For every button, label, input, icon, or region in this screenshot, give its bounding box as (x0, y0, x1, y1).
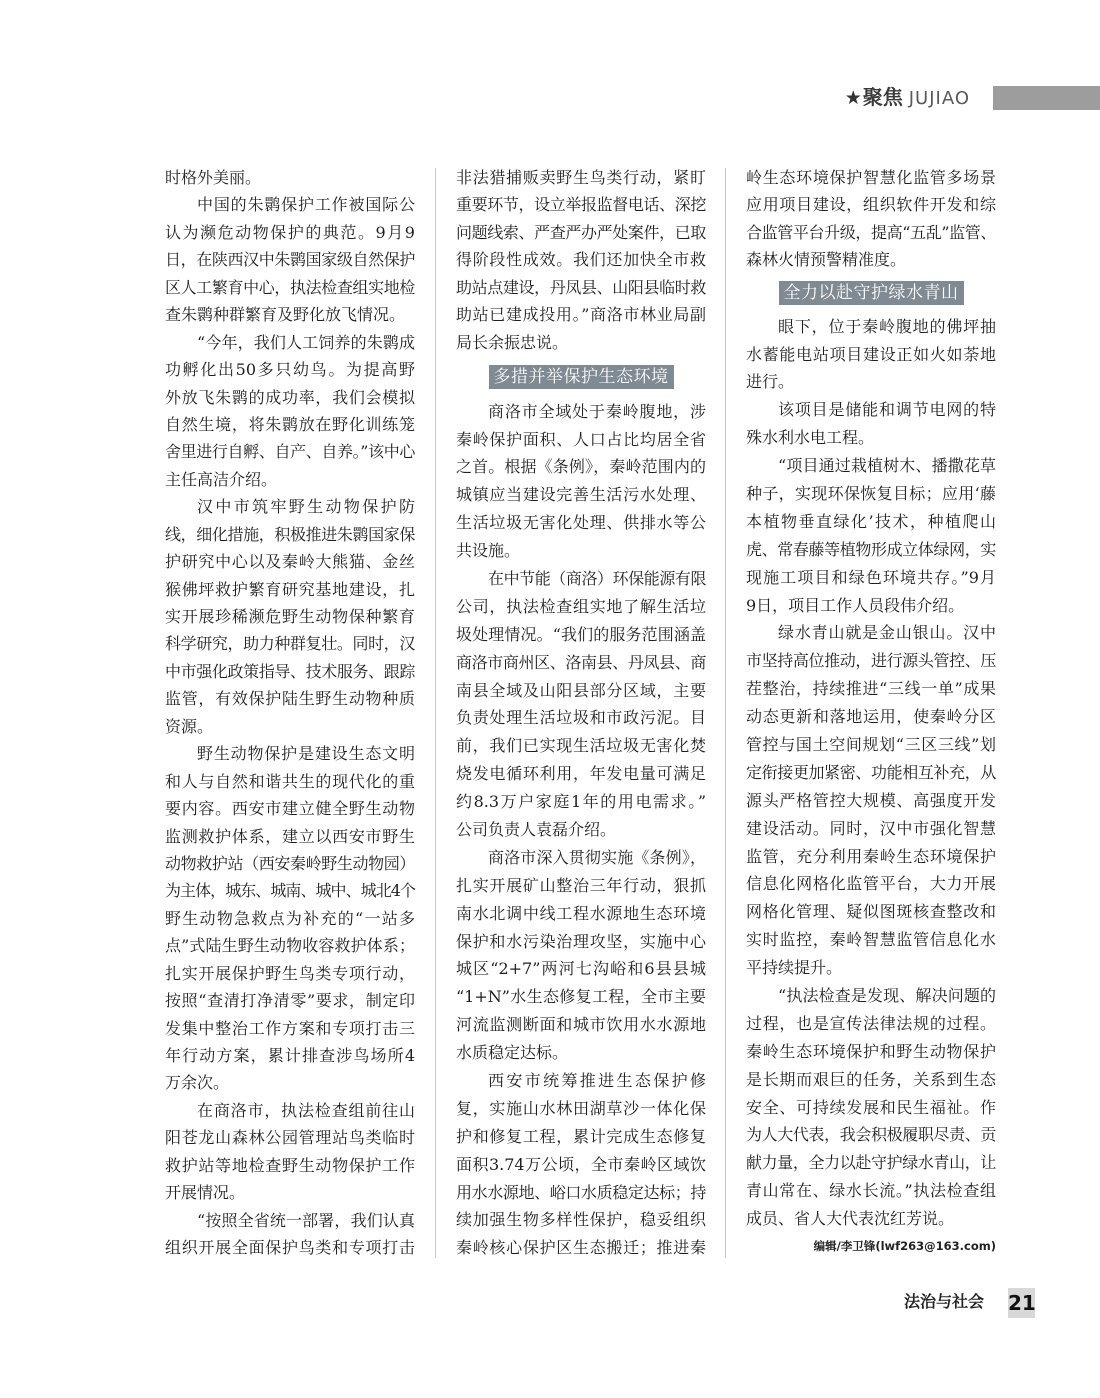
column-2 (456, 164, 706, 1262)
text-line: 负责处理生活垃圾和市政污泥。目 (456, 708, 706, 728)
paragraph (165, 1207, 415, 1262)
text-line: 在中节能（商洛）环保能源有限 (488, 569, 706, 588)
column-2-text (456, 164, 706, 1262)
text-line: 扎实开展矿山整治三年行动，狠抓 (456, 875, 706, 895)
star-icon: ★ (844, 87, 862, 109)
text-line: 种子，实现环保恢复目标；应用‘藤 (746, 483, 996, 503)
section-heading (456, 356, 706, 398)
text-line: 面积3.74万公顷，全市秦岭区域饮 (456, 1154, 706, 1174)
page-number: 21 (1008, 1288, 1035, 1318)
paragraph (746, 982, 996, 1233)
paragraph (746, 452, 996, 619)
text-line: 河流监测断面和城市饮用水水源地 (456, 1015, 706, 1035)
text-line: 按照“查清打净清零”要求，制定印 (165, 991, 415, 1011)
text-line: 发集中整治工作方案和专项打击三 (165, 1018, 415, 1038)
paragraph (165, 329, 415, 494)
text-line: 共设施。 (456, 541, 521, 561)
text-line: 建设活动。同时，汉中市强化智慧 (746, 818, 996, 838)
text-line: 万余次。 (165, 1073, 230, 1093)
text-line: 动态更新和落地运用，使秦岭分区 (746, 707, 996, 727)
text-line: 舍里进行自孵、自产、自养。”该中心 (165, 442, 415, 462)
text-line: 救护站等地检查野生动物保护工作 (165, 1155, 415, 1175)
text-line: 监管，有效保护陆生野生动物种质 (165, 689, 415, 709)
text-line: 城区“2+7”两河七沟峪和6县县城 (456, 959, 706, 979)
text-line: 是长期而艰巨的任务，关系到生态 (746, 1069, 996, 1089)
text-line: 信息化网格化监管平台，大力开展 (746, 874, 996, 894)
column-1 (165, 164, 415, 1262)
text-line: 野生动物保护是建设生态文明 (197, 744, 415, 764)
text-line: 现施工项目和绿色环境共存。”9月 (746, 567, 996, 587)
text-line: 猴佛坪救护繁育研究基地建设，扎 (165, 579, 415, 599)
text-line: 自然生境，将朱鹮放在野化训练笼 (165, 414, 415, 434)
text-line: 实时监控，秦岭智慧监管信息化水 (746, 930, 996, 950)
text-line: 监管，充分利用秦岭生态环境保护 (746, 846, 996, 866)
text-line: 源头严格管控大规模、高强度开发 (746, 790, 996, 810)
paragraph (165, 1097, 415, 1207)
text-line: 城镇应当建设完善生活污水处理、 (456, 485, 706, 505)
text-line: 阳苍龙山森林公园管理站鸟类临时 (165, 1128, 415, 1148)
text-line: 要内容。西安市建立健全野生动物 (165, 799, 415, 819)
text-line: 商洛市深入贯彻实施《条例》， (488, 847, 706, 867)
text-line: 点”式陆生野生动物收容救护体系； (165, 936, 415, 956)
text-line: 成员、省人大代表沈红芳说。 (746, 1209, 955, 1229)
text-line: “今年，我们人工饲养的朱鹮成 (197, 332, 415, 352)
text-line: 烧发电循环利用，年发电量可满足 (456, 764, 706, 784)
text-line: 汉中市筑牢野生动物保护防 (197, 497, 415, 517)
text-line: 安全、可持续发展和民生福祉。作 (746, 1097, 996, 1117)
text-line: “1+N”水生态修复工程，全市主要 (456, 987, 706, 1007)
text-line: 扎实开展保护野生鸟类专项行动， (165, 963, 415, 983)
text-line: 组织开展全面保护鸟类和专项打击 (165, 1238, 415, 1258)
paragraph (456, 164, 706, 356)
text-line: 为人大代表，我会积极履职尽责、贡 (746, 1125, 996, 1145)
paragraph (456, 398, 706, 565)
paragraph (746, 619, 996, 982)
column-divider (725, 168, 726, 1258)
magazine-title: 法治与社会 (904, 1292, 985, 1311)
text-line: 虎、常春藤等植物形成立体绿网，实 (746, 539, 996, 559)
text-line: 查朱鹮种群繁育及野化放飞情况。 (165, 305, 406, 325)
text-line: 生活垃圾无害化处理、供排水等公 (456, 513, 706, 533)
text-line: 西安市统筹推进生态保护修 (488, 1071, 706, 1091)
text-line: 献力量，全力以赴守护绿水青山，让 (746, 1153, 996, 1173)
text-line: 绿水青山就是金山银山。汉中 (778, 623, 996, 643)
section-header (845, 84, 970, 110)
text-line: 中市强化政策指导、技术服务、跟踪 (165, 661, 415, 681)
text-line: 重要环节，设立举报监督电话、深挖 (456, 195, 706, 215)
text-line: 商洛市商州区、洛南县、丹凤县、商 (456, 652, 706, 672)
text-line: 得阶段性成效。我们还加快全市救 (456, 250, 706, 270)
section-heading-text: 多措并举保护生态环境 (489, 365, 674, 389)
paragraph (456, 565, 706, 844)
text-line: 为主体，城东、城南、城中、城北4个 (165, 881, 415, 901)
text-line: 非法猎捕贩卖野生鸟类行动，紧盯 (456, 168, 706, 187)
section-title-cn: 聚焦 (862, 85, 903, 109)
text-line: 进行。 (746, 372, 795, 392)
text-line: 前，我们已实现生活垃圾无害化焚 (456, 736, 706, 756)
text-line: 青山常在、绿水长流。”执法检查组 (746, 1181, 996, 1201)
text-line: “项目通过栽植树木、播撒花草 (778, 456, 996, 476)
paragraph (165, 191, 415, 328)
text-line: 南水北调中线工程水源地生态环境 (456, 903, 706, 923)
text-line: 资源。 (165, 716, 214, 736)
text-line: 局长余振忠说。 (456, 332, 569, 352)
column-divider (435, 168, 436, 1258)
text-line: 和人与自然和谐共生的现代化的重 (165, 771, 415, 791)
paragraph (746, 164, 996, 274)
text-line: 复，实施山水林田湖草沙一体化保 (456, 1098, 706, 1118)
text-line: 公司负责人袁磊介绍。 (456, 820, 617, 840)
text-line: 科学研究，助力种群复壮。同时，汉 (165, 634, 415, 654)
paragraph (165, 164, 415, 191)
text-line: 开展情况。 (165, 1183, 246, 1203)
text-line: 茬整治，持续推进“三线一单”成果 (746, 679, 996, 699)
editor-credit: 编辑/李卫锋(lwf263@163.com) (813, 1239, 996, 1254)
text-line: 护研究中心以及秦岭大熊猫、金丝 (165, 552, 415, 572)
text-line: 合监管平台升级，提高“五乱”监管、 (746, 222, 996, 242)
text-line: 圾处理情况。“我们的服务范围涵盖 (456, 624, 706, 644)
column-1-text (165, 164, 415, 1262)
text-line: 过程，也是宣传法律法规的过程。 (746, 1013, 996, 1033)
paragraph (165, 493, 415, 740)
text-line: 殊水利水电工程。 (746, 428, 875, 448)
paragraph (165, 740, 415, 1097)
text-line: 区人工繁育中心，执法检查组实地检 (165, 277, 415, 297)
text-line: 秦岭保护面积、人口占比均居全省 (456, 429, 706, 449)
text-line: 时格外美丽。 (165, 168, 262, 187)
text-line: 应用项目建设，组织软件开发和综 (746, 195, 996, 215)
text-line: 之首。根据《条例》，秦岭范围内的 (456, 457, 706, 477)
column-3-text (746, 164, 996, 1233)
section-heading-text: 全力以赴守护绿水青山 (779, 281, 964, 305)
text-line: 秦岭生态环境保护和野生动物保护 (746, 1041, 996, 1061)
text-line: 助站点建设，丹凤县、山阳县临时救 (456, 277, 706, 297)
text-line: 动物救护站（西安秦岭野生动物园） (165, 853, 415, 873)
text-line: 年行动方案，累计排查涉鸟场所4 (165, 1046, 415, 1065)
text-line: 约8.3万户家庭1年的用电需求。” (456, 792, 706, 812)
text-line: 续加强生物多样性保护，稳妥组织 (456, 1210, 706, 1230)
text-line: 水蓄能电站项目建设正如火如荼地 (746, 344, 996, 364)
text-line: 定衔接更加紧密、功能相互补充，从 (746, 762, 996, 782)
text-line: 网格化管理、疑似图斑核查整改和 (746, 902, 996, 922)
text-line: 保护和水污染治理攻坚，实施中心 (456, 931, 706, 951)
text-line: 问题线索、严查严办严处案件，已取 (456, 222, 706, 242)
header-bar (993, 86, 1100, 110)
text-line: 本植物垂直绿化’技术，种植爬山 (746, 511, 996, 531)
text-line: 护和修复工程，累计完成生态修复 (456, 1126, 706, 1146)
text-line: 助站已建成投用。”商洛市林业局副 (456, 305, 706, 325)
text-line: 认为濒危动物保护的典范。9月9 (165, 222, 415, 242)
paragraph (456, 1067, 706, 1262)
text-line: 9日，项目工作人员段伟介绍。 (746, 595, 965, 615)
text-line: 秦岭核心保护区生态搬迁；推进秦 (456, 1238, 706, 1258)
text-line: 在商洛市，执法检查组前往山 (197, 1100, 415, 1120)
column-3 (746, 164, 996, 1261)
text-line: 外放飞朱鹮的成功率，我们会模拟 (165, 387, 415, 407)
text-line: 岭生态环境保护智慧化监管多场景 (746, 168, 996, 187)
text-line: “按照全省统一部署，我们认真 (197, 1210, 415, 1230)
text-line: 商洛市全域处于秦岭腹地，涉 (488, 401, 706, 421)
text-line: 功孵化出50多只幼鸟。为提高野 (165, 360, 415, 380)
text-line: 森林火情预警精准度。 (746, 250, 907, 270)
text-line: 水质稳定达标。 (456, 1043, 569, 1063)
text-line: 市坚持高位推动，进行源头管控、压 (746, 651, 996, 671)
text-line: “执法检查是发现、解决问题的 (778, 986, 996, 1006)
text-line: 监测救护体系，建立以西安市野生 (165, 826, 415, 846)
paragraph (746, 313, 996, 397)
section-heading (746, 274, 996, 313)
text-line: 日，在陕西汉中朱鹮国家级自然保护 (165, 250, 415, 270)
text-line: 公司，执法检查组实地了解生活垃 (456, 596, 706, 616)
text-line: 平持续提升。 (746, 958, 843, 978)
section-title-en: JUJIAO (908, 88, 970, 109)
text-line: 管控与国土空间规划“三区三线”划 (746, 735, 996, 754)
text-line: 线，细化措施，积极推进朱鹮国家保 (165, 524, 415, 544)
text-line: 实开展珍稀濒危野生动物保种繁育 (165, 607, 415, 626)
text-line: 用水水源地、峪口水质稳定达标；持 (456, 1182, 706, 1202)
paragraph (456, 844, 706, 1067)
text-line: 中国的朱鹮保护工作被国际公 (197, 195, 415, 215)
text-line: 南县全域及山阳县部分区域，主要 (456, 680, 706, 700)
text-line: 野生动物急救点为补充的“一站多 (165, 908, 415, 928)
text-line: 眼下，位于秦岭腹地的佛坪抽 (778, 316, 996, 336)
text-line: 主任高洁介绍。 (165, 469, 278, 489)
text-line: 该项目是储能和调节电网的特 (778, 400, 996, 420)
paragraph (746, 396, 996, 452)
